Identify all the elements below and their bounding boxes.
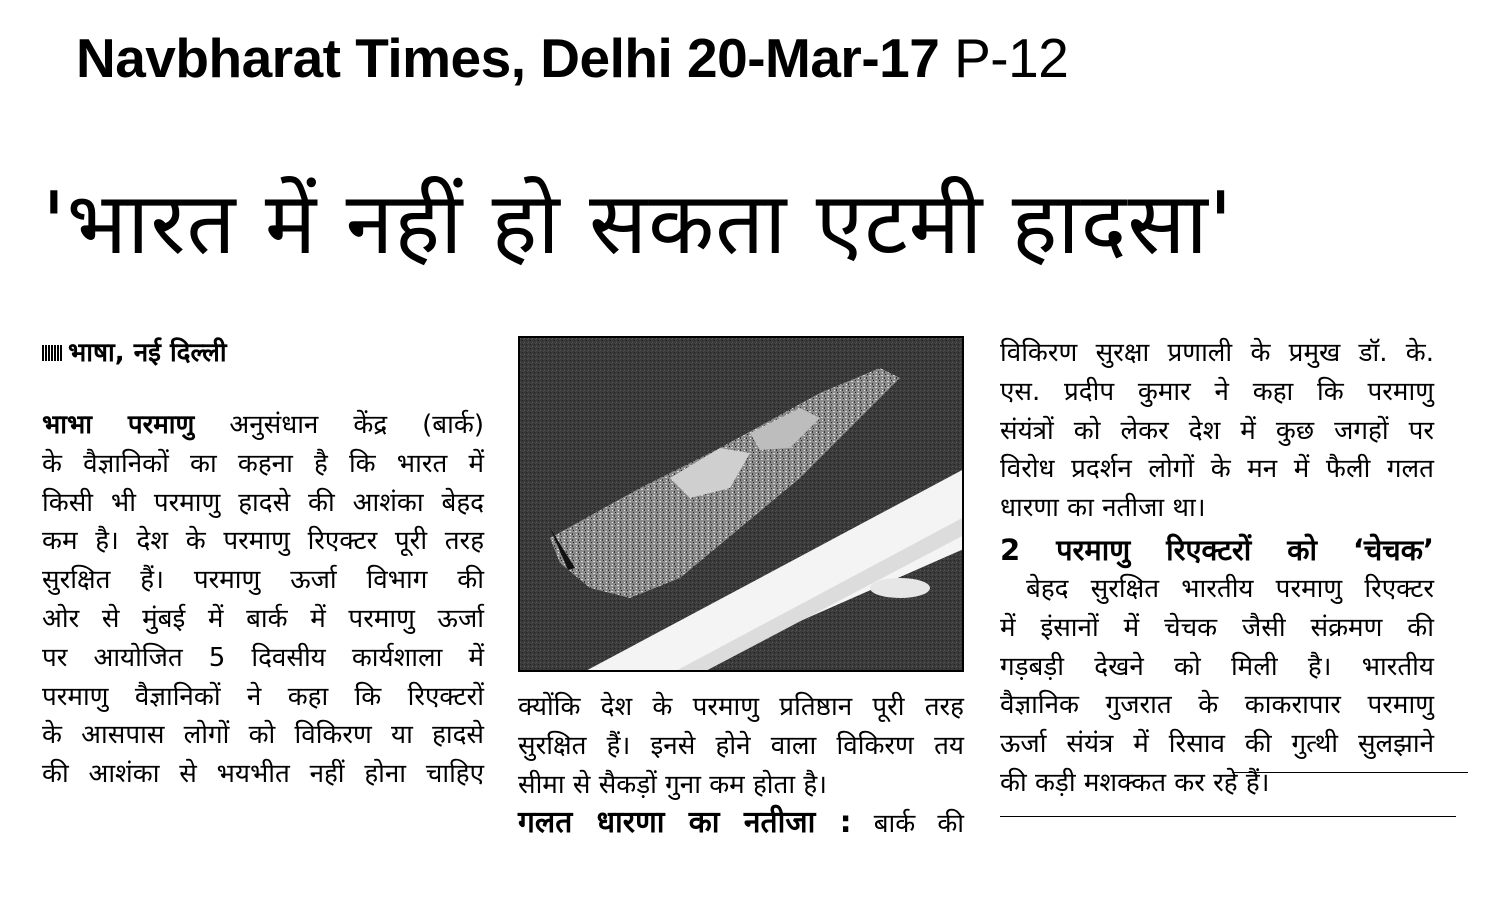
- body-line: परमाणु वैज्ञानिकों ने कहा कि रिएक्टरों: [42, 681, 484, 712]
- body-line: के आसपास लोगों को विकिरण या हादसे: [42, 720, 484, 751]
- body-line: के वैज्ञानिकों का कहना है कि भारत में: [42, 448, 484, 479]
- body-line: बेहद सुरक्षित भारतीय परमाणु रिएक्टर: [1026, 573, 1434, 604]
- body-line-text: बार्क की: [873, 809, 965, 840]
- body-line: सीमा से सैकड़ों गुना कम होता है।: [518, 769, 828, 800]
- body-line: सुरक्षित हैं। इनसे होने वाला विकिरण तय: [518, 730, 964, 761]
- news-photo: [518, 336, 964, 672]
- body-line: पर आयोजित 5 दिवसीय कार्यशाला में: [42, 642, 484, 673]
- underline-mark: [1000, 816, 1456, 817]
- body-line: धारणा का नतीजा था।: [1000, 493, 1206, 524]
- body-line: में इंसानों में चेचक जैसी संक्रमण की: [1000, 612, 1434, 643]
- middle-column: [518, 688, 964, 844]
- body-line: सुरक्षित हैं। परमाणु ऊर्जा विभाग की: [42, 565, 484, 596]
- dateline-marker-icon: [42, 345, 62, 361]
- publication-date: Navbharat Times, Delhi 20-Mar-17: [76, 27, 940, 89]
- body-line: की कड़ी मशक्कत कर रहे हैं।: [1000, 767, 1270, 798]
- body-line: एस. प्रदीप कुमार ने कहा कि परमाणु: [1000, 376, 1434, 407]
- body-line: विकिरण सुरक्षा प्रणाली के प्रमुख डॉ. के.: [1000, 338, 1434, 368]
- page-number: P-12: [954, 27, 1069, 89]
- lead-text: भाभा परमाणु: [42, 410, 195, 440]
- body-line: ओर से मुंबई में बार्क में परमाणु ऊर्जा: [42, 603, 484, 634]
- body-line: विरोध प्रदर्शन लोगों के मन में फैली गलत: [1000, 454, 1434, 485]
- body-line: किसी भी परमाणु हादसे की आशंका बेहद: [42, 487, 484, 518]
- body-line: कम है। देश के परमाणु रिएक्टर पूरी तरह: [42, 526, 484, 557]
- inline-subhead: गलत धारणा का नतीजा :: [518, 805, 852, 841]
- dateline: [42, 334, 484, 372]
- body-line: क्योंकि देश के परमाणु प्रतिष्ठान पूरी तरह: [518, 692, 964, 722]
- section-subhead: 2 परमाणु रिएक्टरों को ‘चेचक’: [1000, 532, 1434, 567]
- body-line-text: अनुसंधान केंद्र (बार्क): [229, 410, 484, 440]
- right-column: [1000, 334, 1434, 803]
- body-line: संयंत्रों को लेकर देश में कुछ जगहों पर: [1000, 415, 1434, 446]
- underline-mark: [1232, 772, 1468, 773]
- body-line: ऊर्जा संयंत्र में रिसाव की गुत्थी सुलझाने: [1000, 729, 1434, 760]
- dateline-text: भाषा, नई दिल्ली: [68, 338, 227, 368]
- body-line: की आशंका से भयभीत नहीं होना चाहिए: [42, 759, 484, 790]
- source-line: [76, 26, 1068, 90]
- headline: 'भारत में नहीं हो सकता एटमी हादसा': [42, 174, 1234, 274]
- body-line-with-subhead: [518, 804, 964, 844]
- reactor-aerial-photo-image: [520, 338, 964, 672]
- body-line: [42, 406, 484, 445]
- body-line: गड़बड़ी देखने को मिली है। भारतीय: [1000, 651, 1434, 682]
- body-line: वैज्ञानिक गुजरात के काकरापार परमाणु: [1000, 690, 1434, 721]
- left-column: [42, 334, 484, 794]
